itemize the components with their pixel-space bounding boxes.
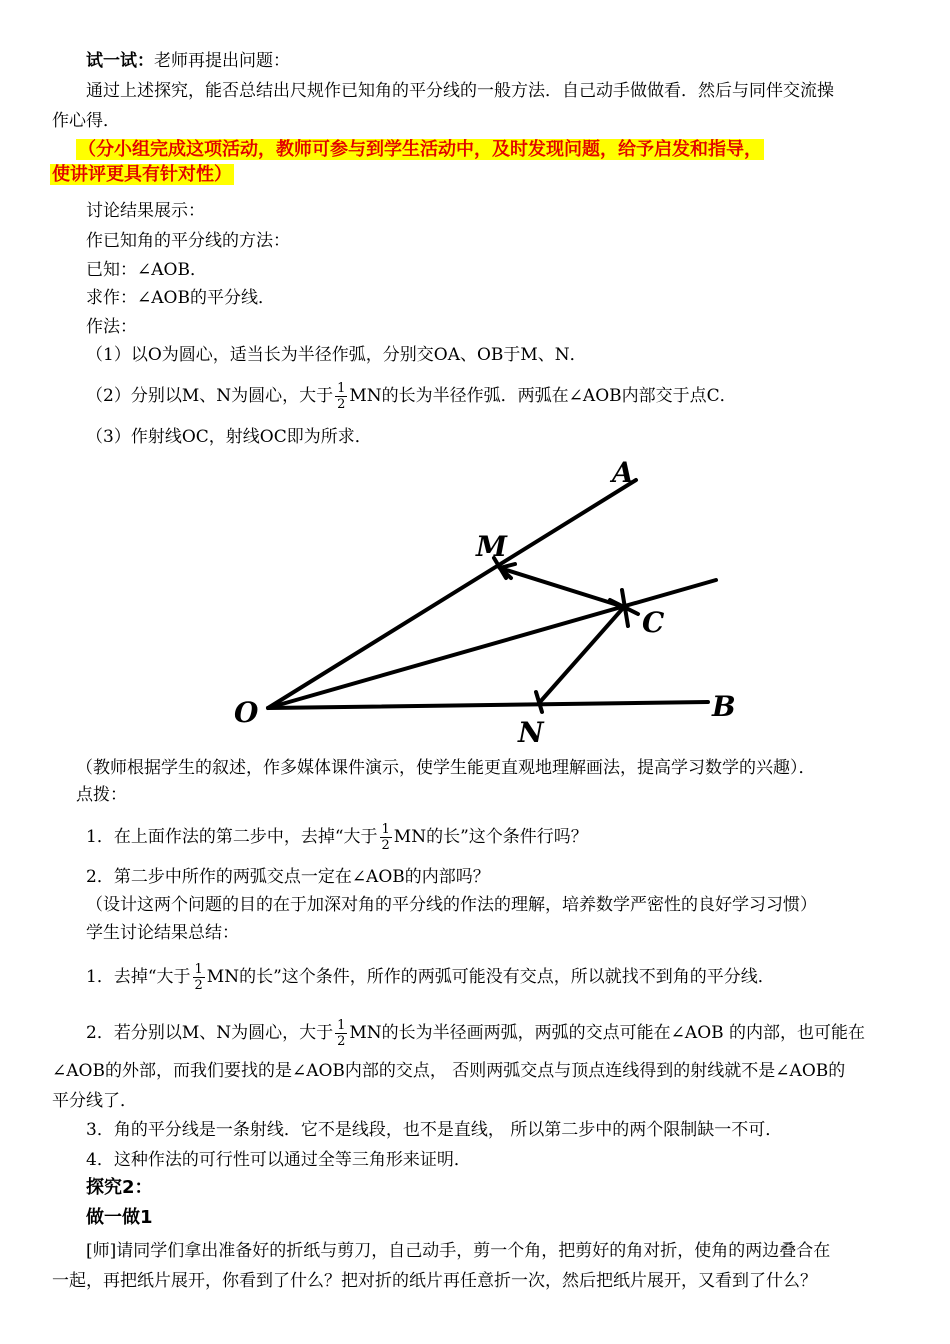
summary-title: 学生讨论结果总结： [86, 923, 239, 943]
find-line: 求作：∠AOB的平分线． [86, 288, 275, 308]
highlight-text-1: （分小组完成这项活动，教师可参与到学生活动中，及时发现问题，给予启发和指导， [78, 139, 762, 160]
try-text: 老师再提出问题： [154, 51, 290, 71]
explore2-p2: 一起，再把纸片展开，你看到了什么？把对折的纸片再任意折一次，然后把纸片展开，又看到了什么？ [52, 1271, 817, 1291]
summary-a3: 3．角的平分线是一条射线．它不是线段，也不是直线， 所以第二步中的两个限制缺一不可． [86, 1120, 783, 1140]
step-2-post: MN的长为半径作弧．两弧在∠AOB内部交于点C． [349, 386, 737, 406]
explore2-title: 探究2： [86, 1177, 153, 1198]
intro-line-1: 通过上述探究，能否总结出尺规作已知角的平分线的一般方法．自己动手做做看．然后与同伴交流操 [86, 81, 834, 101]
label-B: B [712, 690, 736, 723]
step-2 [86, 381, 737, 412]
label-C: C [642, 606, 665, 639]
results-show: 讨论结果展示： [86, 201, 205, 221]
half-fraction: $\frac{1}{2}$ [381, 822, 390, 853]
steps-title: 作法： [86, 317, 137, 337]
label-O: O [234, 696, 259, 729]
segment-NC [540, 607, 624, 702]
highlight-line-2 [50, 163, 234, 187]
step-3: （3）作射线OC，射线OC即为所求． [86, 427, 372, 447]
design-note: （设计这两个问题的目的在于加深对角的平分线的作法的理解，培养数学严密性的良好学习习惯） [86, 895, 817, 915]
summary-a2-line-1: 2．若分别以M、N为圆心，大于 $\frac{1}{2}$ MN的长为半径画两弧，两弧的交点可能在∠AOB 的内部，也可能在 [86, 1018, 866, 1049]
ray-OB [268, 702, 708, 708]
label-N: N [518, 716, 544, 749]
hint-q1: 1．在上面作法的第二步中，去掉“大于 $\frac{1}{2}$ MN的长”这个条件行吗？ [86, 822, 588, 853]
hint-q2: 2．第二步中所作的两弧交点一定在∠AOB的内部吗？ [86, 867, 490, 887]
intro-line-2: 作心得． [52, 111, 120, 131]
step-2-pre: （2）分别以M、N为圆心，大于 [86, 386, 334, 406]
hint-title: 点拨： [76, 785, 127, 805]
do-title: 做一做1 [86, 1207, 153, 1228]
summary-a1: 1．去掉“大于 $\frac{1}{2}$ MN的长”这个条件，所作的两弧可能没有交点，所以就找不到角的平分线． [86, 962, 775, 993]
teacher-note: （教师根据学生的叙述，作多媒体课件演示，使学生能更直观地理解画法，提高学习数学的兴趣）． [76, 758, 816, 778]
half-fraction: $\frac{1}{2}$ [337, 1018, 346, 1049]
segment-MC [500, 568, 624, 607]
ray-OC [268, 580, 716, 708]
half-fraction: $\frac{1}{2}$ [337, 381, 346, 412]
known-line: 已知：∠AOB． [86, 260, 207, 280]
label-M: M [476, 530, 507, 563]
label-A: A [612, 456, 634, 489]
summary-a2-line-2: ∠AOB的外部，而我们要找的是∠AOB内部的交点， 否则两弧交点与顶点连线得到的射线就不是∠AOB的 [52, 1061, 846, 1081]
angle-bisector-figure [230, 450, 760, 750]
highlight-text-2: 使讲评更具有针对性） [52, 164, 232, 185]
step-1: （1）以O为圆心，适当长为半径作弧，分别交OA、OB于M、N． [86, 345, 587, 365]
try-title: 试一试： [86, 51, 154, 71]
summary-a4: 4．这种作法的可行性可以通过全等三角形来证明． [86, 1150, 471, 1170]
summary-a2-line-3: 平分线了． [52, 1091, 137, 1111]
method-title: 作已知角的平分线的方法： [86, 231, 290, 251]
highlight-line-1 [76, 138, 764, 162]
half-fraction: $\frac{1}{2}$ [194, 962, 203, 993]
explore2-p1: [师]请同学们拿出准备好的折纸与剪刀，自己动手，剪一个角，把剪好的角对折，使角的两边叠合在 [86, 1241, 831, 1261]
try-heading-line [86, 50, 290, 72]
